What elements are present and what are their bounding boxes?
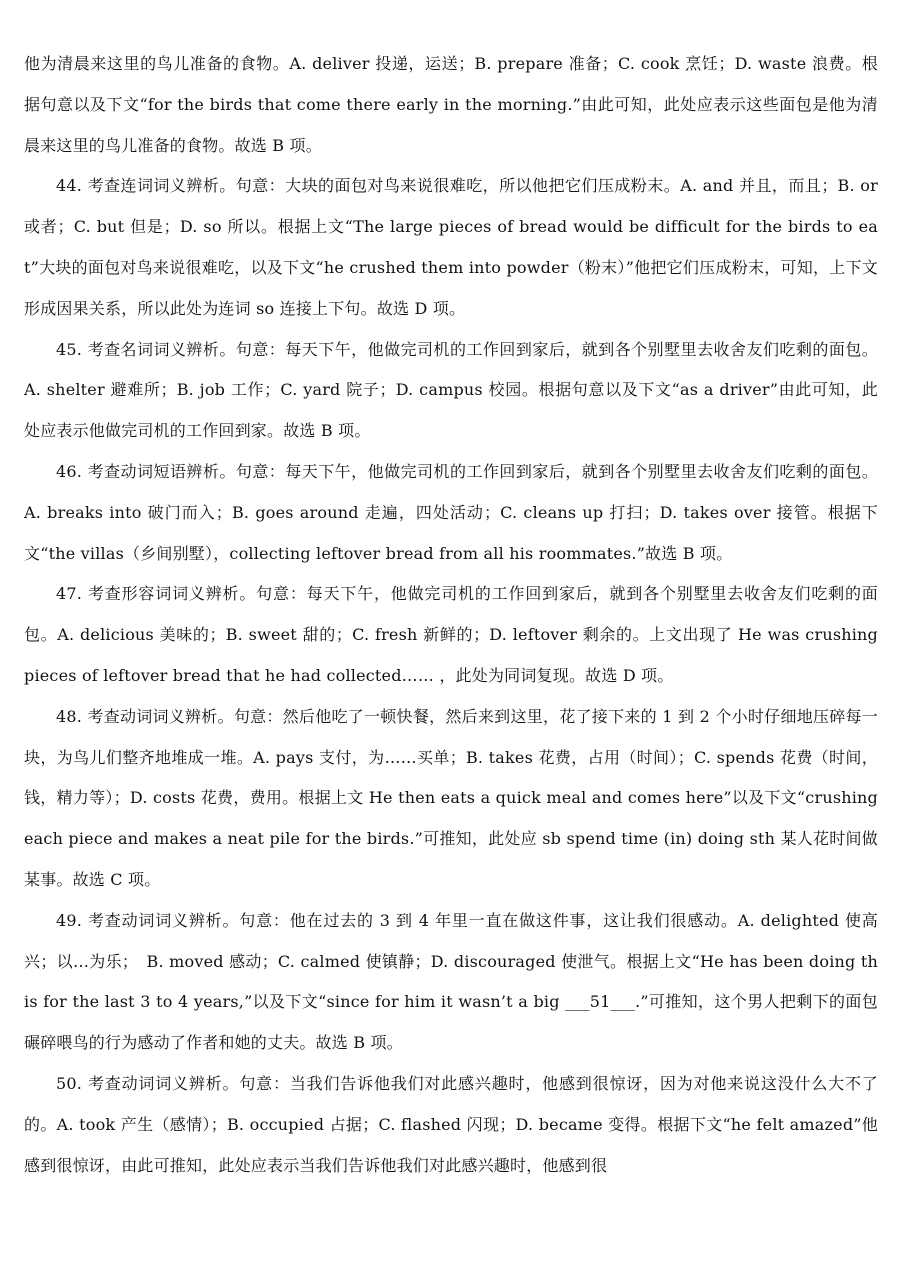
explanation-50: 50. 考查动词词义辨析。句意：当我们告诉他我们对此感兴趣时，他感到很惊讶，因为对他来说这没什么大不了的。A. took 产生（感情）；B. occupied 占据；C. flashed 闪现；D. became 变得。根据下文“he felt amazed”他感到很惊讶，由此可推知，此处应表示当我们告诉他我们对此感兴趣时，他感到很 — [24, 1073, 878, 1175]
explanation-48: 48. 考查动词词义辨析。句意：然后他吃了一顿快餐，然后来到这里，花了接下来的 1 到 2 个小时仔细地压碎每一块，为鸟儿们整齐地堆成一堆。A. pays 支付，为……买单；B. takes 花费，占用（时间）；C. spends 花费（时间，钱，精力等）；D. costs 花费，费用。根据上文 He then eats a quick meal and comes here”以及下文“crushing each piece and makes a neat pile for the birds.”可推知，此处应 sb spend time (in) doing sth 某人花时间做某事。故选 C 项。 — [24, 706, 878, 889]
explanation-45: 45. 考查名词词义辨析。句意：每天下午，他做完司机的工作回到家后，就到各个别墅里去收舍友们吃剩的面包。A. shelter 避难所；B. job 工作；C. yard 院子；D. campus 校园。根据句意以及下文“as a driver”由此可知，此处应表示他做完司机的工作回到家。故选 B 项。 — [24, 339, 878, 441]
explanation-44: 44. 考查连词词义辨析。句意：大块的面包对鸟来说很难吃，所以他把它们压成粉末。A. and 并且，而且；B. or 或者；C. but 但是；D. so 所以。根据上文“The large pieces of bread would be difficult for the birds to eat”大块的面包对鸟来说很难吃，以及下文“he crushed them into powder（粉末）”他把它们压成粉末，可知，上下文形成因果关系，所以此处为连词 so 连接上下句。故选 D 项。 — [24, 176, 878, 318]
explanation-49: 49. 考查动词词义辨析。句意：他在过去的 3 到 4 年里一直在做这件事，这让我们很感动。A. delighted 使高兴；以…为乐； B. moved 感动；C. calmed 使镇静；D. discouraged 使泄气。根据上文“He has been doing this for the last 3 to 4 years,”以及下文“since for him it wasn’t a big ___51___.”可推知，这个男人把剩下的面包碾碎喂鸟的行为感动了作者和她的丈夫。故选 B 项。 — [24, 910, 878, 1053]
explanation-47: 47. 考查形容词词义辨析。句意：每天下午，他做完司机的工作回到家后，就到各个别墅里去收舍友们吃剩的面包。A. delicious 美味的；B. sweet 甜的；C. fresh 新鲜的；D. leftover 剩余的。上文出现了 He was crushing pieces of leftover bread that he had collected…… ，此处为同词复现。故选 D 项。 — [24, 584, 878, 685]
explanation-46: 46. 考查动词短语辨析。句意：每天下午，他做完司机的工作回到家后，就到各个别墅里去收舍友们吃剩的面包。A. breaks into 破门而入；B. goes around 走遍，四处活动；C. cleans up 打扫；D. takes over 接管。根据下文“the villas（乡间别墅），collecting leftover bread from all his roommates.”故选 B 项。 — [24, 461, 878, 563]
paragraph-continuation: 他为清晨来这里的鸟儿准备的食物。A. deliver 投递，运送；B. prepare 准备；C. cook 烹饪；D. waste 浪费。根据句意以及下文“for the birds that come there early in the morning.”由此可知，此处应表示这些面包是他为清晨来这里的鸟儿准备的食物。故选 B 项。 — [24, 54, 878, 155]
